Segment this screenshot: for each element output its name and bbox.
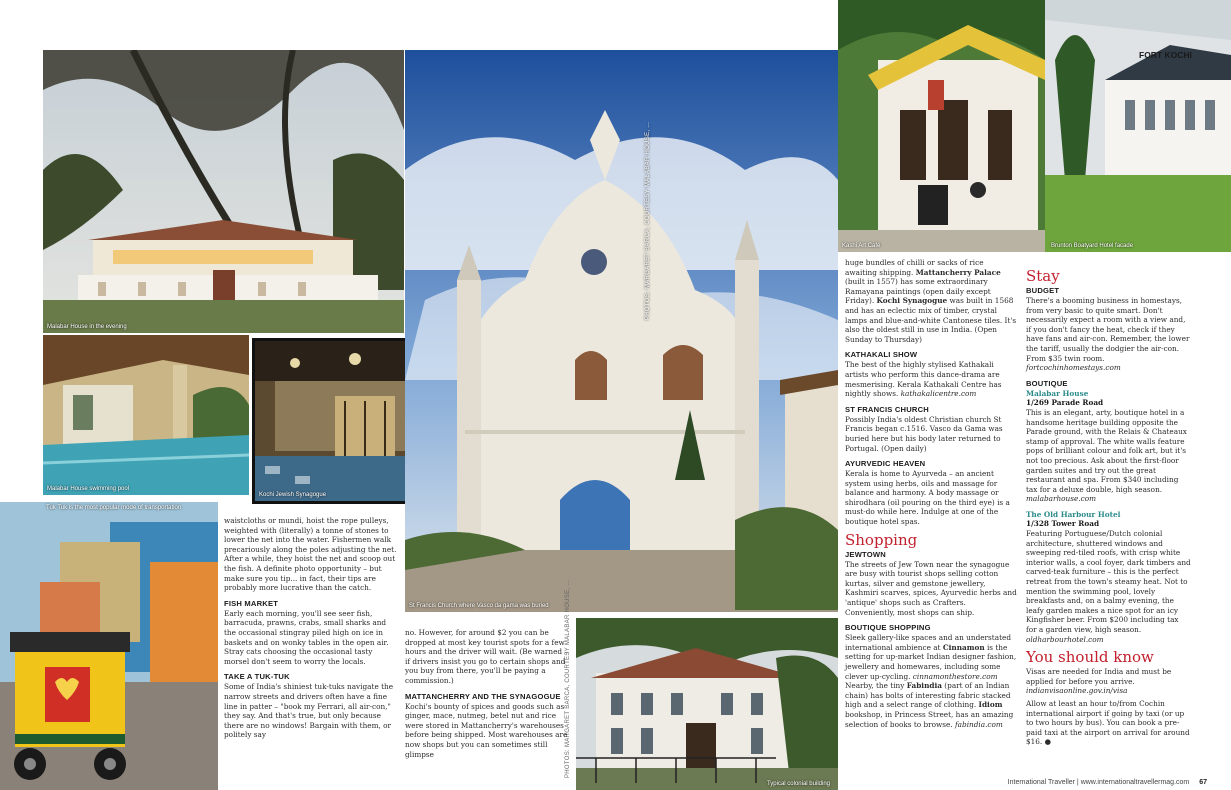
photo-tuktuk	[0, 502, 218, 790]
col3-jewtown-text: The streets of Jew Town near the synagogue are busy with tourist shops selling cotton kurtas, silver and gemstone jewellery, Kashmiri scarves, spices, Ayurvedic herbs and 'antique' shops such as Crafters. Conveniently, most shops can ship.	[845, 559, 1017, 617]
photo-kashi-art-cafe	[838, 0, 1045, 252]
col4-harbour-text: Featuring Portuguese/Dutch colonial architecture, shuttered windows and sweeping red-tiled roofs, with crisp white interior walls, a cool foyer, dark timbers and carved-teak furniture – this is the perfect retreat from the town's steamy heat. Not to mention the swimming pool, lovely breakfasts and, on a balmy evening, the leafy garden makes a nice spot for an icy Kingfisher beer. From $200 including tax for a garden view, high season. oldharbourhotel.com	[1026, 529, 1191, 644]
cinnamon-url[interactable]: cinnamonthestore.com	[912, 671, 998, 681]
col4-visa-text: Visas are needed for India and must be applied for before you arrive. indianvisaonline.gov.in/visa	[1026, 667, 1172, 696]
malabar-url[interactable]: malabarhouse.com	[1026, 494, 1097, 504]
caption-kashi: Kashi Art Café	[842, 243, 881, 249]
col3-kathakali-text: The best of the highly stylised Kathakali artists who perform this dance-drama are mesmerising. Kerala Kathakali Centre has nightly shows. kathakalicentre.com	[845, 360, 1002, 399]
col4-malabar-text: This is an elegant, arty, boutique hotel in a handsome heritage building opposite the Parade ground, with the Relais & Chateaux stamp of approval. The white walls feature pops of brilliant colour and folk art, but it's not too precious. Ask about the first-floor garden suites and try out the great restaurant and spa. From $340 including tax for a deluxe double, high season. malabarhouse.com	[1026, 407, 1187, 504]
malabar-address: 1/269 Parade Road	[1026, 398, 1104, 408]
harbour-url[interactable]: oldharbourhotel.com	[1026, 634, 1104, 644]
col1-tuktuk-text: Some of India's shiniest tuk-tuks navigate the narrow streets and drivers often have a fine line in patter – "book my Ferrari, all air-con," they say. And that's true, but only because there are no windows! Bargain with them, or politely say	[224, 682, 394, 740]
caption-synagogue: Kochi Jewish Synagogue	[259, 492, 327, 498]
heading-stay: Stay	[1026, 267, 1060, 285]
kathakali-url[interactable]: kathakalicentre.com	[900, 389, 977, 399]
column-1	[224, 516, 399, 743]
heading-boutique: BOUTIQUE	[1026, 378, 1068, 388]
hotel-old-harbour: The Old Harbour Hotel	[1026, 509, 1121, 519]
photo-malabar-evening	[43, 50, 404, 333]
homestays-url[interactable]: fortcochinhomestays.com	[1026, 363, 1121, 373]
col2-cont: no. However, for around $2 you can be dropped at most key tourist spots for a few hours and the driver will wait. (Be warned – if drivers insist you go to certain shops and you buy from there, you'll be paying a commission.)	[405, 628, 569, 685]
page-number: 67	[1199, 779, 1207, 786]
col1-fish-text: Early each morning, you'll see seer fish, barracuda, prawns, crabs, small sharks and the occasional stingray piled high on ice in baskets and on wonky tables in the open air. Stray cats choosing the occasional tasty morsel don't seem to worry the locals.	[224, 608, 389, 666]
photo-brunton-boatyard	[1045, 0, 1231, 252]
col4-airport-text: Allow at least an hour to/from Cochin international airport if going by taxi (or up to two hours by bus). You can book a pre-paid taxi at the airport on arrival for around $16. ●	[1026, 698, 1190, 747]
heading-take-a-tuktuk: TAKE A TUK-TUK	[224, 672, 290, 682]
col3-st-francis-text: Possibly India's oldest Christian church St Francis began c.1516. Vasco da Gama was buried here but his body later returned to Portugal. (Open daily)	[845, 414, 1003, 453]
col2-matt-text: Kochi's bounty of spices and goods such as ginger, mace, nutmeg, betel nut and rice were stored in Mattancherry's warehouses before being shipped. Most warehouses are now shops but you can sometimes still glimpse	[405, 701, 568, 759]
caption-church: St Francis Church where Vasco da gama was buried	[409, 603, 549, 609]
photo-credit-colonial: PHOTOS: MARGARET BARCA, COURTESY MALABAR HOUSE, ...	[565, 579, 571, 778]
caption-colonial: Typical colonial building	[766, 781, 830, 787]
column-4	[1026, 267, 1191, 750]
hotel-malabar-house: Malabar House	[1026, 388, 1089, 398]
heading-boutique-shopping: BOUTIQUE SHOPPING	[845, 623, 931, 633]
heading-st-francis: ST FRANCIS CHURCH	[845, 404, 929, 414]
visa-url[interactable]: indianvisaonline.gov.in/visa	[1026, 686, 1128, 696]
heading-budget: BUDGET	[1026, 286, 1060, 295]
heading-shopping: Shopping	[845, 530, 918, 549]
heading-you-should-know: You should know	[1026, 648, 1154, 667]
kochi-synagogue: Kochi Synagogue	[876, 296, 948, 306]
heading-mattancherry: MATTANCHERRY AND THE SYNAGOGUE	[405, 691, 561, 701]
harbour-address: 1/328 Tower Road	[1026, 519, 1100, 529]
col1-intro: waistcloths or mundi, hoist the rope pulleys, weighted with (literally) a tonne of stones to lower the net into the water. Fishermen walk precariously along the poles adjusting the net. After a while, they hoist the net and scoop out the fish. A definite photo opportunity – but make sure you tip... in fact, their tips are probably more lucrative than the catch.	[224, 516, 397, 593]
heading-fish-market: FISH MARKET	[224, 598, 279, 608]
photo-st-francis-church	[405, 50, 838, 612]
column-2	[405, 628, 570, 762]
caption-malabar-pool: Malabar House swimming pool	[47, 486, 130, 492]
section-label: FORT KOCHI	[1139, 50, 1192, 60]
photo-malabar-pool	[43, 335, 249, 495]
photo-credit-church: PHOTOS: MARGARET BARCA, COURTESY MALABAR HOUSE, ...	[645, 121, 651, 320]
caption-malabar-evening: Malabar House in the evening	[47, 324, 127, 330]
footer-magazine: International Traveller | www.internationaltravellermag.com	[1007, 779, 1190, 786]
caption-brunton: Brunton Boatyard Hotel facade	[1051, 243, 1134, 249]
heading-kathakali: KATHAKALI SHOW	[845, 350, 918, 360]
column-3	[845, 258, 1017, 732]
photo-colonial-building	[576, 618, 838, 790]
heading-jewtown: JEWTOWN	[845, 549, 886, 559]
page-footer	[1008, 779, 1207, 786]
fabindia-url[interactable]: fabindia.com	[954, 719, 1003, 729]
mattancherry-palace: Mattancherry Palace	[915, 267, 1001, 277]
caption-tuktuk: Tuk Tuk is the most popular mode of transportation	[46, 505, 182, 511]
col4-budget-text: There's a booming business in homestays, from very basic to quite smart. Don't necessarily expect a room with a view and, if you don't fancy the heat, check if they have fans and air-con. Remember, the lower the tariff, usually the dodgier the air-con. From $35 twin room. fortcochinhomestays.com	[1026, 296, 1190, 373]
col3-intro: huge bundles of chilli or sacks of rice awaiting shipping. Mattancherry Palace (built in 1557) has some extraordinary Ramayana paintings (open daily except Friday). Kochi Synagogue was built in 1568 and has an eclectic mix of timber, crystal lamps and blue-and-white Cantonese tiles. It's also the oldest still in use in India. (Open Sunday to Thursday)	[845, 258, 1017, 344]
col3-boutique-text: Sleek gallery-like spaces and an understated international ambience at Cinnamon is the setting for up-market Indian designer fashion, jewellery and homewares, including some clever up-cycling. cinnamonthestore.com Nearby, the tiny Fabindia (part of an Indian chain) has bolts of interesting fabric stacked high and a select range of clothing. Idiom bookshop, in Princess Street, has an amazing selection of books to browse. fabindia.com	[845, 633, 1017, 729]
heading-ayurvedic: AYURVEDIC HEAVEN	[845, 459, 926, 469]
col3-ayurvedic-text: Kerala is home to Ayurveda – an ancient system using herbs, oils and massage for balance and harmony. A body massage or shirodhara (oil pouring on the third eye) is a must-do while here. Indulge at one of the boutique hotel spas.	[845, 469, 1010, 527]
